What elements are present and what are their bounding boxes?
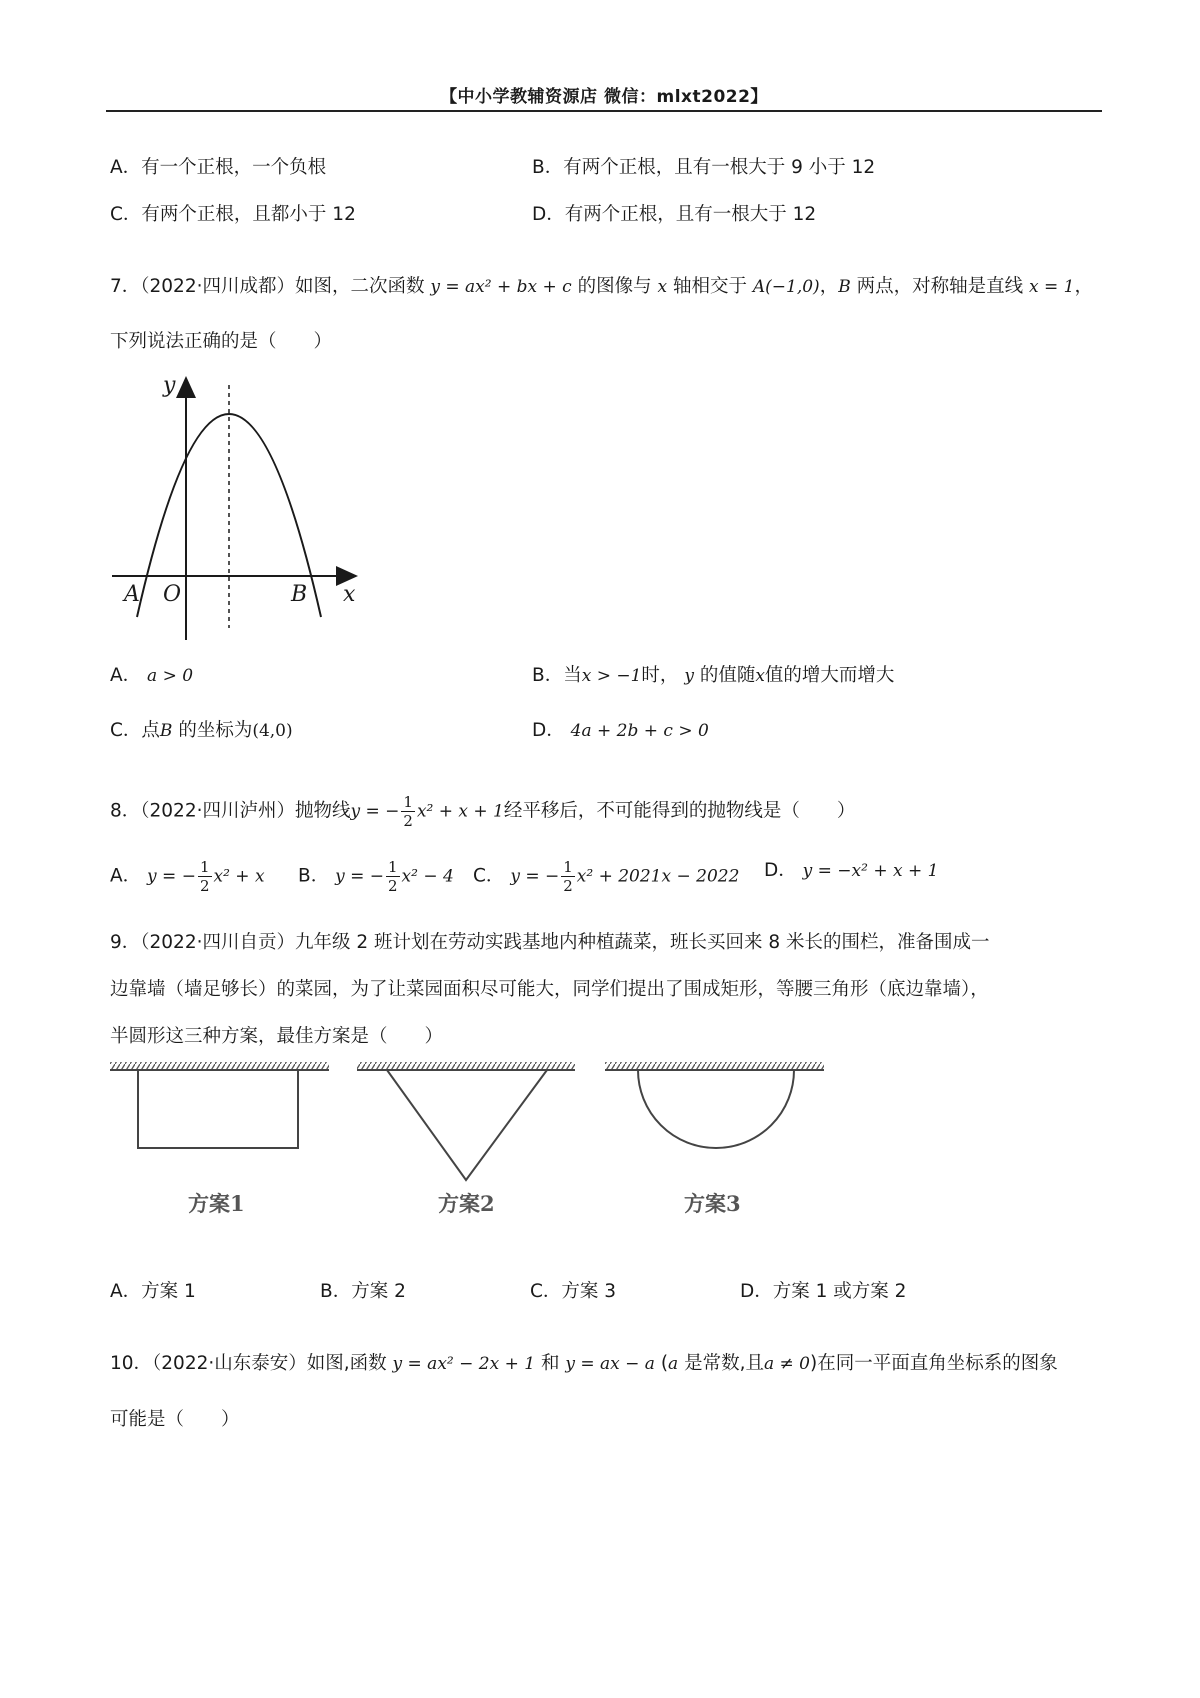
graph-label-x: x (343, 582, 356, 607)
option-label: A． (110, 665, 142, 686)
q7-text: 两点，对称轴是直线 (856, 276, 1024, 297)
fraction-numerator: 1 (403, 793, 413, 811)
fraction-denominator: 2 (388, 877, 398, 895)
q7-point-b: B (838, 277, 851, 297)
fraction-numerator: 1 (388, 858, 398, 876)
q9-stem-line3: 半圆形这三种方案，最佳方案是（ ） (110, 1026, 444, 1047)
q10-stem-line2: 可能是（ ） (110, 1409, 240, 1430)
option-label: D． (532, 720, 565, 741)
q8-suffix: 经平移后，不可能得到的抛物线是（ ） (503, 800, 856, 822)
option-text: 值的增大而增大 (764, 665, 895, 686)
q7-text: ， (1074, 276, 1093, 297)
option-label: C． (473, 865, 505, 887)
option-math: y = −x² + x + 1 (802, 861, 939, 881)
option-text: 的值随 (699, 665, 756, 686)
option-math: y (684, 666, 694, 686)
graph-label-b: B (291, 582, 308, 607)
q7-text: 的图像与 (577, 276, 652, 297)
graph-label-o: O (163, 582, 182, 607)
option-math: x² + x (213, 866, 265, 887)
option-math: x² + 2021x − 2022 (576, 866, 740, 887)
fraction-numerator: 1 (563, 858, 573, 876)
option-math: y = − (335, 866, 384, 887)
plan2-diagram (357, 1062, 575, 1216)
q6-option-d: D．有两个正根，且有一根大于 12 (532, 204, 817, 225)
fraction-denominator: 2 (563, 877, 573, 895)
q10-text: 是常数,且 (684, 1353, 764, 1374)
q10-prefix: 10．（2022·山东泰安）如图,函数 (110, 1353, 387, 1374)
graph-label-y: y (163, 373, 176, 398)
q7-var-x: x (657, 277, 668, 297)
option-label: A． (110, 865, 142, 887)
triangle-fence (387, 1070, 547, 1180)
option-math: (4,0) (252, 721, 293, 741)
fraction-numerator: 1 (199, 858, 210, 876)
q10-eq1: y = ax² − 2x + 1 (392, 1354, 536, 1374)
fraction-denominator: 2 (199, 877, 210, 895)
q7-text: ， (819, 276, 839, 297)
option-text: 的坐标为 (178, 720, 253, 741)
q8-eq-lhs: y = − (350, 801, 400, 822)
q9-option-b: B．方案 2 (320, 1281, 406, 1302)
option-label: B． (298, 865, 330, 887)
plan1-label: 方案1 (188, 1191, 245, 1216)
semicircle-fence (638, 1070, 794, 1148)
q9-stem-line2: 边靠墙（墙足够长）的菜园，为了让菜园面积尽可能大，同学们提出了围成矩形，等腰三角形（底边靠墙）， (110, 979, 989, 1000)
plan1-diagram (110, 1062, 329, 1216)
q6-option-a: A．有一个正根，一个负根 (110, 157, 327, 178)
wall-hatch (605, 1062, 824, 1070)
q9-option-a: A．方案 1 (110, 1281, 196, 1302)
fraction-denominator: 2 (403, 812, 413, 830)
q10-stem-line1 (110, 1351, 1058, 1377)
option-math: y = − (147, 866, 196, 887)
q7-equation: y = ax² + bx + c (430, 277, 572, 297)
q7-stem-line2: 下列说法正确的是（ ） (110, 331, 333, 352)
option-text: 时， (641, 665, 679, 686)
plan3-label: 方案3 (684, 1191, 741, 1216)
plan3-diagram (605, 1062, 824, 1216)
q10-var-a: a (668, 1354, 679, 1374)
plan2-label: 方案2 (438, 1191, 495, 1216)
option-math: x > −1 (581, 666, 642, 686)
wall-hatch (110, 1062, 329, 1070)
q7-point-a: A(−1,0) (752, 277, 820, 297)
option-label: D． (764, 860, 797, 881)
q7-text: 轴相交于 (672, 276, 747, 297)
option-math: a > 0 (147, 666, 194, 686)
option-math: 4a + 2b + c > 0 (570, 721, 709, 741)
q10-text: ( (660, 1353, 669, 1374)
option-label: C．点 (110, 720, 160, 741)
q10-text: )在同一平面直角坐标系的图象 (809, 1353, 1058, 1374)
q9-option-d: D．方案 1 或方案 2 (740, 1281, 907, 1302)
option-math: x² − 4 (401, 866, 454, 887)
q10-text: 和 (540, 1353, 560, 1374)
q6-option-c: C．有两个正根，且都小于 12 (110, 204, 356, 225)
wall-hatch (357, 1062, 575, 1070)
option-math: y = − (510, 866, 560, 887)
q9-option-c: C．方案 3 (530, 1281, 617, 1302)
q8-prefix: 8．（2022·四川泸州）抛物线 (110, 800, 351, 822)
q8-eq-rhs: x² + x + 1 (416, 801, 504, 822)
q9-stem-line1: 9．（2022·四川自贡）九年级 2 班计划在劳动实践基地内种植蔬菜，班长买回来 8 米长的围栏，准备围成一 (110, 932, 990, 953)
page-header: 【中小学教辅资源店 微信：mlxt2022】 (440, 87, 768, 107)
q7-axis-eq: x = 1 (1029, 277, 1075, 297)
q10-condition: a ≠ 0 (763, 1354, 810, 1374)
q6-option-b: B．有两个正根，且有一根大于 9 小于 12 (532, 157, 876, 178)
graph-label-a: A (124, 582, 140, 607)
option-math: B (159, 721, 173, 741)
q10-eq2: y = ax − a (565, 1354, 655, 1374)
rectangle-fence (138, 1070, 298, 1148)
option-label: B．当 (532, 665, 582, 686)
q7-prefix: 7．（2022·四川成都）如图，二次函数 (110, 276, 425, 297)
option-math: x (755, 666, 765, 686)
